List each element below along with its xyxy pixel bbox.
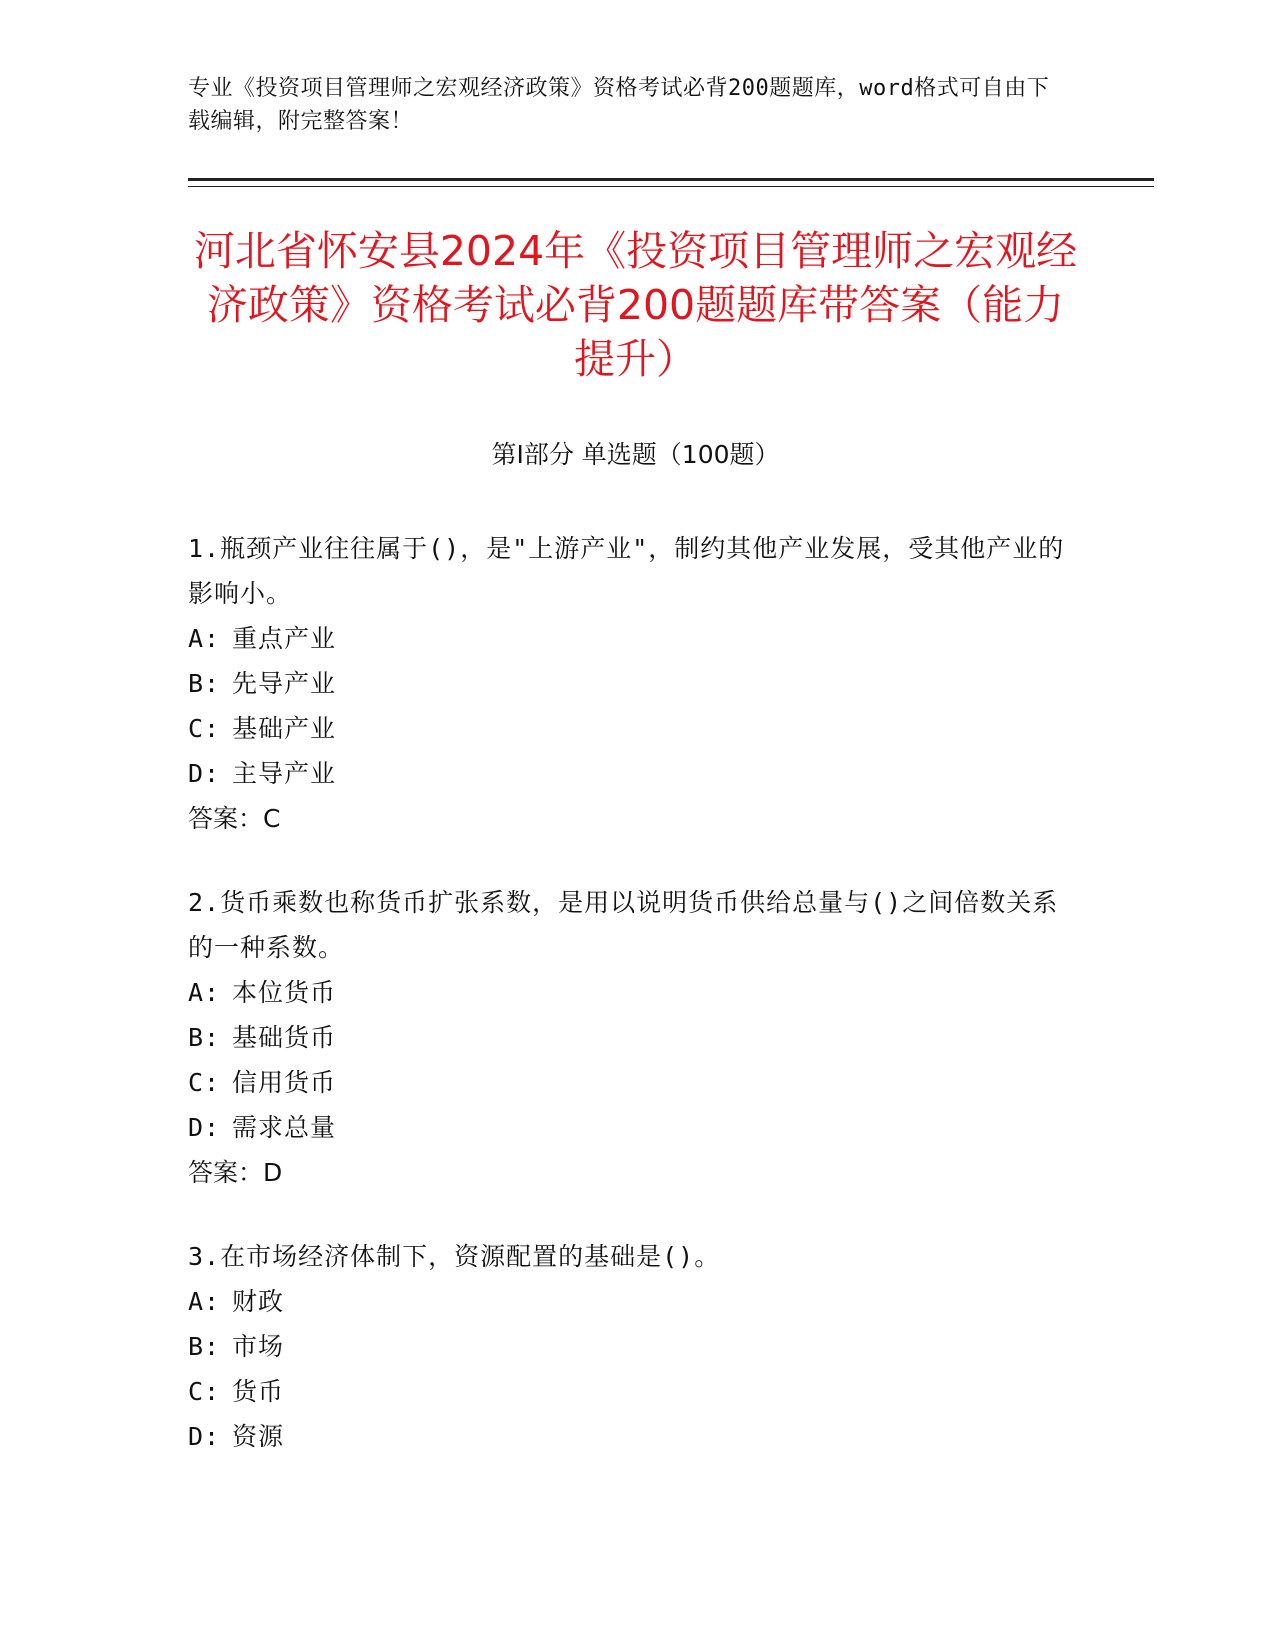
- option-text: 财政: [232, 1287, 285, 1316]
- answer-value: C: [263, 804, 281, 833]
- answer-prefix: 答案：: [188, 804, 264, 833]
- question-option: [188, 1324, 1068, 1369]
- header-rule-thin: [188, 186, 1154, 187]
- option-text: 信用货币: [232, 1068, 337, 1097]
- option-text: 需求总量: [232, 1113, 337, 1142]
- option-letter: A:: [188, 978, 221, 1007]
- question-option: [188, 1060, 1068, 1105]
- question-item: [188, 1234, 1068, 1459]
- option-text: 市场: [232, 1332, 285, 1361]
- option-text: 货币: [232, 1377, 285, 1406]
- option-text: 本位货币: [232, 978, 337, 1007]
- question-stem: 2.货币乘数也称货币扩张系数，是用以说明货币供给总量与()之间倍数关系的一种系数。: [188, 888, 1059, 962]
- question-option: [188, 1015, 1068, 1060]
- option-letter: C:: [188, 1377, 221, 1406]
- question-option: [188, 1279, 1068, 1324]
- option-letter: B:: [188, 1023, 221, 1052]
- answer-prefix: 答案：: [188, 1158, 264, 1187]
- question-list: [188, 526, 1068, 1497]
- option-letter: A:: [188, 1287, 221, 1316]
- answer-line: [188, 796, 1068, 842]
- option-letter: D:: [188, 1422, 221, 1451]
- question-option: [188, 706, 1068, 751]
- question-stem: 3.在市场经济体制下，资源配置的基础是()。: [188, 1242, 721, 1271]
- option-text: 重点产业: [232, 624, 337, 653]
- question-option: [188, 751, 1068, 796]
- option-text: 资源: [232, 1422, 285, 1451]
- option-letter: B:: [188, 669, 221, 698]
- option-letter: D:: [188, 759, 221, 788]
- question-item: [188, 526, 1068, 842]
- option-letter: A:: [188, 624, 221, 653]
- option-letter: B:: [188, 1332, 221, 1361]
- question-option: [188, 970, 1068, 1015]
- question-option: [188, 1414, 1068, 1459]
- question-option: [188, 1105, 1068, 1150]
- section-title: 第Ⅰ部分 单选题（100题）: [491, 440, 780, 469]
- header-rule-thick: [188, 178, 1154, 181]
- header-note: 专业《投资项目管理师之宏观经济政策》资格考试必背200题题库，word格式可自由下载编辑，附完整答案！: [188, 76, 1050, 134]
- option-text: 主导产业: [232, 759, 337, 788]
- question-stem: 1.瓶颈产业往往属于()，是"上游产业"，制约其他产业发展，受其他产业的影响小。: [188, 534, 1065, 608]
- question-item: [188, 880, 1068, 1196]
- question-option: [188, 1369, 1068, 1414]
- answer-line: [188, 1150, 1068, 1196]
- option-text: 基础货币: [232, 1023, 337, 1052]
- option-letter: C:: [188, 1068, 221, 1097]
- option-text: 基础产业: [232, 714, 337, 743]
- answer-value: D: [263, 1158, 283, 1187]
- question-option: [188, 616, 1068, 661]
- option-letter: C:: [188, 714, 221, 743]
- document-title: 河北省怀安县2024年《投资项目管理师之宏观经济政策》资格考试必背200题题库带答案（能力提升）: [193, 227, 1078, 383]
- option-text: 先导产业: [232, 669, 337, 698]
- question-option: [188, 661, 1068, 706]
- option-letter: D:: [188, 1113, 221, 1142]
